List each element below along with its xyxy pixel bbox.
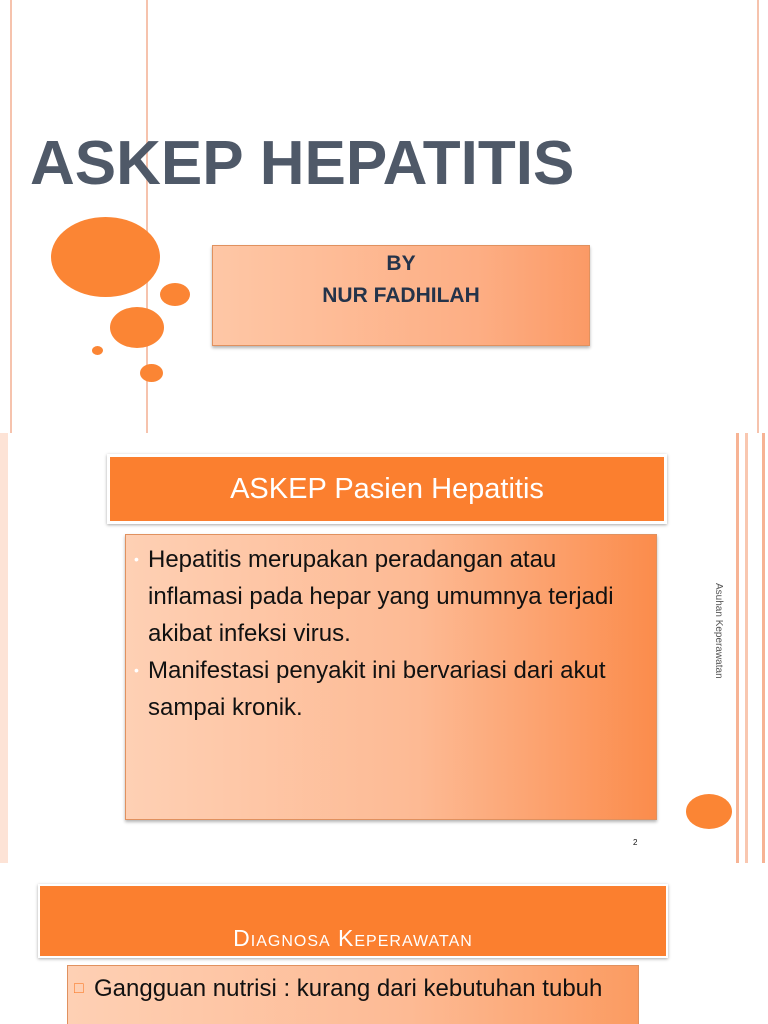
bullet-icon: • xyxy=(134,662,139,678)
page-number: 2 xyxy=(633,838,638,847)
decorative-circle xyxy=(92,346,103,355)
list-item xyxy=(134,652,646,726)
bullet-list xyxy=(126,535,656,726)
title-slide xyxy=(0,0,768,433)
vertical-label: Asuhan Keperawatan xyxy=(713,583,724,679)
author-box xyxy=(212,245,590,346)
content-slide xyxy=(0,433,768,863)
decorative-circle xyxy=(110,307,164,348)
bullet-text: Gangguan nutrisi : kurang dari kebutuhan tubuh xyxy=(94,975,603,1002)
content-box xyxy=(67,965,639,1024)
slide-header: ASKEP Pasien Hepatitis xyxy=(107,454,667,524)
bullet-text: Hepatitis merupakan peradangan atau inflamasi pada hepar yang umumnya terjadi akibat infeksi virus. xyxy=(148,546,614,647)
decorative-circle xyxy=(140,364,163,382)
decorative-circle xyxy=(51,217,160,297)
decorative-line xyxy=(745,433,748,863)
decorative-circle xyxy=(160,283,190,306)
list-item xyxy=(134,541,646,652)
bullet-text: Manifestasi penyakit ini bervariasi dari akut sampai kronik. xyxy=(148,657,606,721)
decorative-line xyxy=(736,433,739,863)
decorative-line xyxy=(757,0,759,433)
slide-header: Diagnosa Keperawatan xyxy=(38,884,668,958)
bullet-icon: • xyxy=(134,551,139,567)
slide-title: ASKEP HEPATITIS xyxy=(30,129,575,198)
decorative-line xyxy=(0,433,8,863)
diagnosis-slide xyxy=(0,863,768,1024)
decorative-circle xyxy=(686,794,732,829)
decorative-line xyxy=(762,433,765,863)
bullet-list xyxy=(68,966,638,1005)
square-bullet-icon: □ xyxy=(74,980,84,997)
content-box xyxy=(125,534,657,820)
author-name: NUR FADHILAH xyxy=(322,284,480,307)
list-item xyxy=(74,972,628,1005)
decorative-line xyxy=(10,0,12,433)
by-label: BY xyxy=(386,252,416,275)
